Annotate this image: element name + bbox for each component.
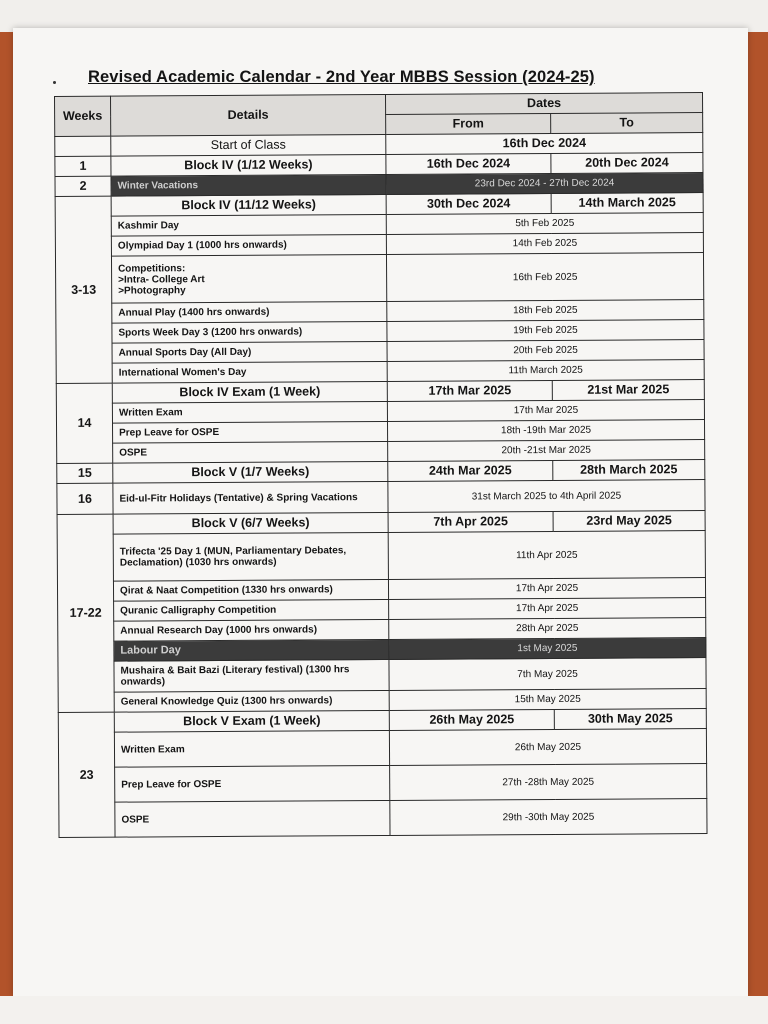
week-cell: 23 bbox=[58, 712, 115, 837]
event-date: 17th Mar 2025 bbox=[387, 400, 704, 422]
table-row bbox=[58, 658, 706, 693]
week-cell: 16 bbox=[57, 483, 113, 514]
block-name: Block IV Exam (1 Week) bbox=[112, 381, 387, 403]
from-date: 7th Apr 2025 bbox=[388, 511, 553, 532]
event-date: 23rd Dec 2024 - 27th Dec 2024 bbox=[386, 173, 703, 195]
event-label: Kashmir Day bbox=[111, 214, 386, 236]
event-label: Olympiad Day 1 (1000 hrs onwards) bbox=[111, 234, 386, 256]
block-name: Block IV (11/12 Weeks) bbox=[111, 194, 386, 216]
event-date: 14th Feb 2025 bbox=[386, 233, 703, 255]
table-row bbox=[59, 799, 707, 838]
week-cell: 1 bbox=[55, 156, 111, 176]
header-dates: Dates bbox=[385, 93, 702, 115]
event-label: OSPE bbox=[115, 800, 390, 837]
event-date: 26th May 2025 bbox=[389, 729, 706, 766]
background-bottom bbox=[0, 996, 768, 1024]
event-label: Competitions: >Intra- College Art >Photography bbox=[111, 254, 386, 303]
to-date: 21st Mar 2025 bbox=[552, 380, 704, 401]
from-date: 26th May 2025 bbox=[389, 709, 554, 730]
event-date: 28th Apr 2025 bbox=[389, 618, 706, 640]
week-cell: 15 bbox=[57, 463, 113, 483]
event-label: Annual Research Day (1000 hrs onwards) bbox=[114, 619, 389, 641]
event-label: Trifecta '25 Day 1 (MUN, Parliamentary Debates, Declamation) (1030 hrs onwards) bbox=[113, 532, 388, 581]
to-date: 23rd May 2025 bbox=[553, 511, 705, 532]
header-to: To bbox=[551, 113, 703, 134]
from-date: 30th Dec 2024 bbox=[386, 193, 551, 214]
event-date: 16th Feb 2025 bbox=[386, 253, 703, 302]
event-label: Written Exam bbox=[112, 401, 387, 423]
event-label: Annual Play (1400 hrs onwards) bbox=[112, 301, 387, 323]
table-row bbox=[59, 764, 707, 803]
event-label: Winter Vacations bbox=[111, 174, 386, 196]
header-from: From bbox=[386, 113, 551, 134]
block-name: Block V (6/7 Weeks) bbox=[113, 512, 388, 534]
event-date: 15th May 2025 bbox=[389, 689, 706, 711]
to-date: 20th Dec 2024 bbox=[551, 153, 703, 174]
table-row bbox=[57, 480, 705, 515]
event-date: 31st March 2025 to 4th April 2025 bbox=[388, 480, 705, 513]
event-date: 1st May 2025 bbox=[389, 638, 706, 660]
to-date: 28th March 2025 bbox=[553, 460, 705, 481]
event-label: Sports Week Day 3 (1200 hrs onwards) bbox=[112, 321, 387, 343]
event-label: Quranic Calligraphy Competition bbox=[114, 599, 389, 621]
event-label: Annual Sports Day (All Day) bbox=[112, 341, 387, 363]
block-name: Block V (1/7 Weeks) bbox=[113, 461, 388, 483]
event-date: 20th Feb 2025 bbox=[387, 340, 704, 362]
event-date: 7th May 2025 bbox=[389, 658, 706, 691]
event-date: 11th Apr 2025 bbox=[388, 531, 705, 580]
event-label: Prep Leave for OSPE bbox=[112, 421, 387, 443]
table-row bbox=[57, 531, 705, 582]
start-date: 16th Dec 2024 bbox=[386, 133, 703, 155]
event-date: 5th Feb 2025 bbox=[386, 213, 703, 235]
from-date: 24th Mar 2025 bbox=[388, 460, 553, 481]
event-date: 18th -19th Mar 2025 bbox=[387, 420, 704, 442]
header-weeks: Weeks bbox=[55, 96, 111, 136]
event-date: 18th Feb 2025 bbox=[387, 300, 704, 322]
start-label: Start of Class bbox=[111, 134, 386, 156]
event-label: Written Exam bbox=[114, 730, 389, 767]
event-label: International Women's Day bbox=[112, 361, 387, 383]
table-row bbox=[55, 253, 703, 304]
event-label: Prep Leave for OSPE bbox=[115, 765, 390, 802]
event-date: 11th March 2025 bbox=[387, 360, 704, 382]
event-label: Eid-ul-Fitr Holidays (Tentative) & Spring Vacations bbox=[113, 481, 388, 514]
event-label: General Knowledge Quiz (1300 hrs onwards) bbox=[114, 690, 389, 712]
event-label: OSPE bbox=[113, 441, 388, 463]
calendar-sheet bbox=[54, 92, 707, 860]
from-date: 17th Mar 2025 bbox=[387, 380, 552, 401]
table-row bbox=[58, 729, 706, 768]
from-date: 16th Dec 2024 bbox=[386, 153, 551, 174]
event-date: 27th -28th May 2025 bbox=[390, 764, 707, 801]
event-label: Labour Day bbox=[114, 639, 389, 661]
event-date: 17th Apr 2025 bbox=[389, 598, 706, 620]
week-cell: 17-22 bbox=[57, 514, 114, 712]
event-date: 20th -21st Mar 2025 bbox=[388, 440, 705, 462]
event-date: 17th Apr 2025 bbox=[388, 578, 705, 600]
block-name: Block IV (1/12 Weeks) bbox=[111, 154, 386, 176]
ink-speck bbox=[53, 81, 56, 84]
week-cell: 3-13 bbox=[55, 196, 112, 383]
event-label: Qirat & Naat Competition (1330 hrs onwards) bbox=[113, 579, 388, 601]
to-date: 14th March 2025 bbox=[551, 193, 703, 214]
event-date: 19th Feb 2025 bbox=[387, 320, 704, 342]
week-cell: 2 bbox=[55, 176, 111, 196]
header-details: Details bbox=[111, 94, 386, 136]
event-label: Mushaira & Bait Bazi (Literary festival) (1300 hrs onwards) bbox=[114, 659, 389, 692]
week-cell: 14 bbox=[56, 383, 112, 463]
to-date: 30th May 2025 bbox=[554, 709, 706, 730]
document-title: Revised Academic Calendar - 2nd Year MBBS Session (2024-25) bbox=[88, 68, 595, 86]
block-name: Block V Exam (1 Week) bbox=[114, 710, 389, 732]
event-date: 29th -30th May 2025 bbox=[390, 799, 707, 836]
calendar-table bbox=[54, 92, 708, 838]
